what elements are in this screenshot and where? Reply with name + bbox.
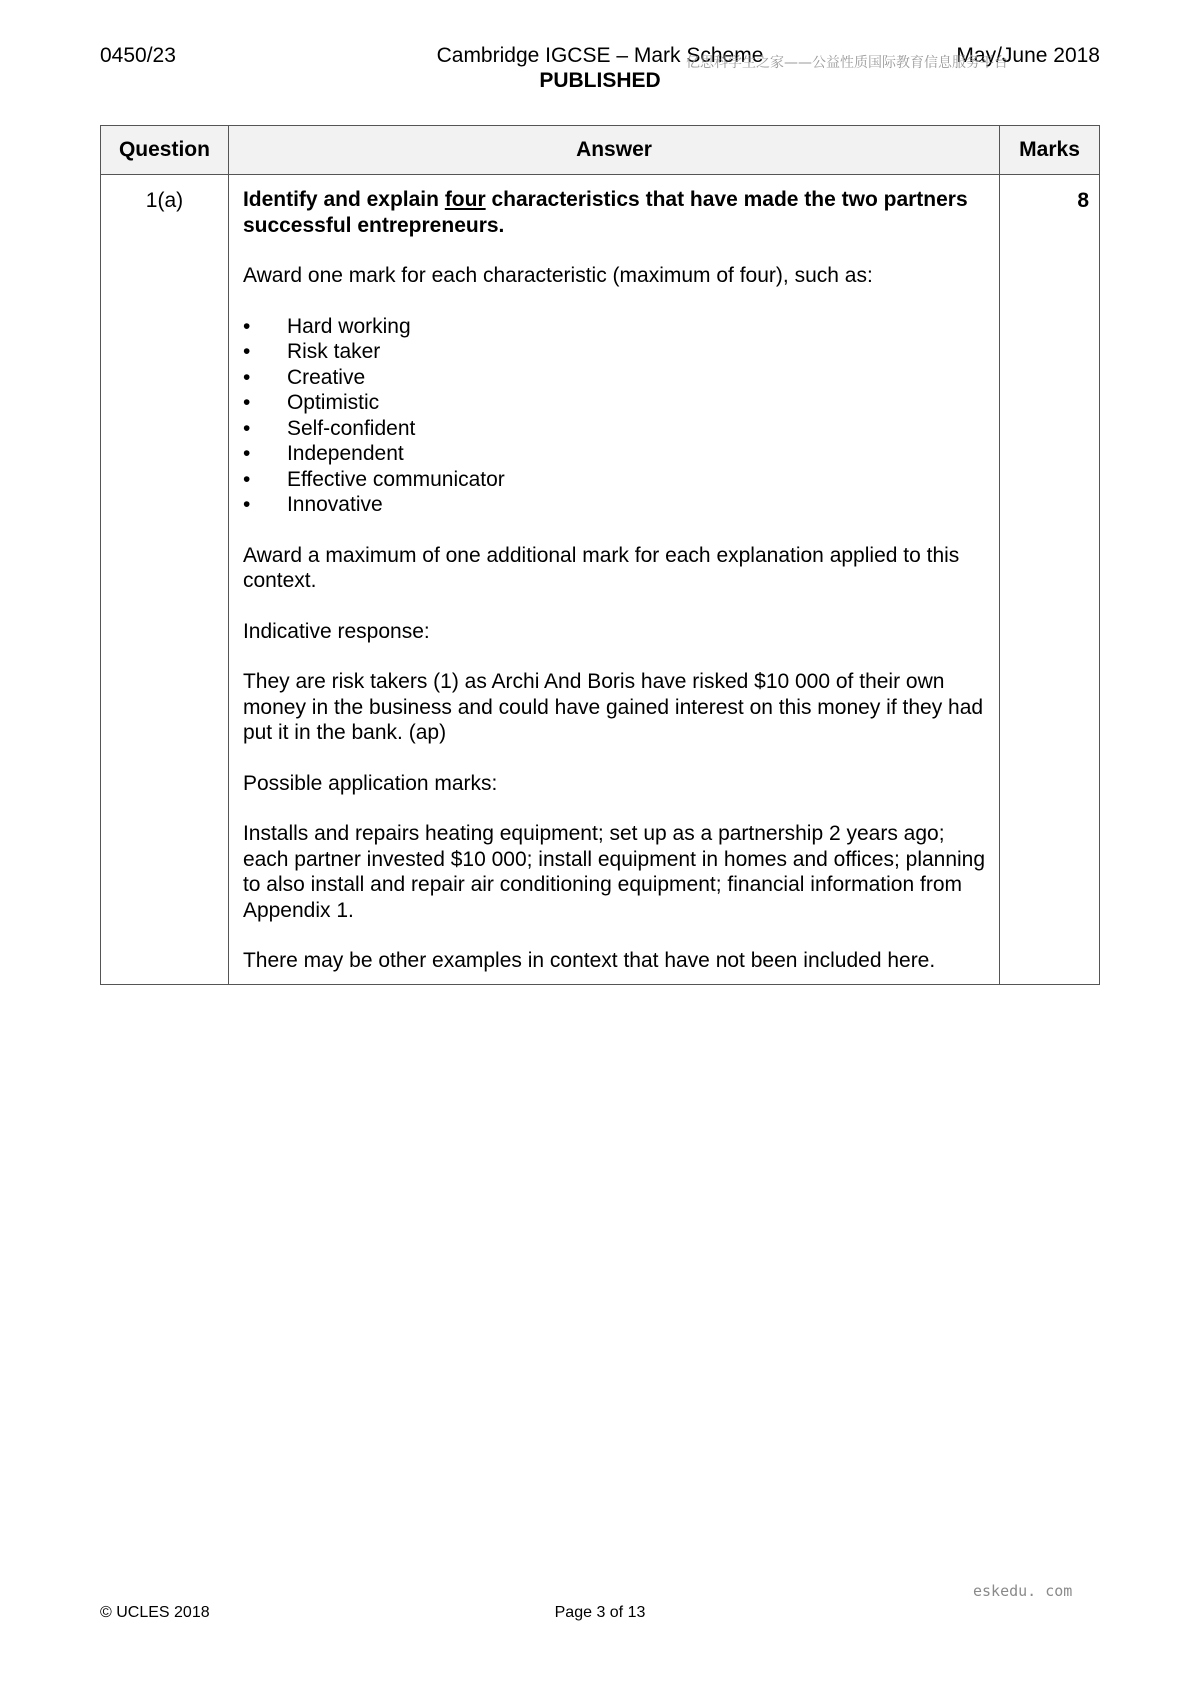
list-item: • Innovative [242,493,383,516]
page-number: Page 3 of 13 [554,1604,646,1621]
list-item: • Effective communicator [242,467,505,491]
other-examples-note: There may be other examples in context that have not been included here. [242,949,936,972]
answer-cell [228,175,999,985]
bullet-icon: • [242,442,251,465]
copyright-notice: © UCLES 2018 [100,1604,210,1621]
prompt-emphasis: four [444,188,486,211]
question-number: 1(a) [101,175,229,985]
question-column-header: Question [101,126,229,175]
indicative-response-heading: Indicative response: [242,619,430,643]
application-marks-text: Installs and repairs heating equipment; set up as a partnership 2 years ago; each partner invested $10 000; install equipment in homes and offices; planning to also install and repair air conditioning equipment; financial information from Appendix 1. [242,822,986,922]
bullet-icon: • [242,467,251,491]
paper-code: 0450/23 [100,44,176,67]
published-label: PUBLISHED [539,69,661,92]
table-header-row [101,126,1100,175]
document-title: Cambridge IGCSE – Mark Scheme [436,44,764,67]
site-watermark: eskedu. com [973,1582,1073,1600]
bullet-icon: • [242,493,251,516]
indicative-response-text: They are risk takers (1) as Archi And Boris have risked $10 000 of their own money in the business and could have gained interest on this money if they had put it in the bank. (ap) [242,670,984,744]
table-row [101,175,1100,985]
list-item: • Independent [242,442,404,465]
bullet-icon: • [242,416,251,440]
bullet-icon: • [242,365,251,389]
prompt-text-end: characteristics that have made the two partners successful entrepreneurs. [242,188,968,237]
mark-scheme-table [100,125,1100,985]
bullet-icon: • [242,391,251,414]
prompt-text-start: Identify and explain [242,188,445,211]
characteristics-list [243,314,987,518]
exam-session: May/June 2018 [956,44,1100,67]
award-instruction: Award one mark for each characteristic (maximum of four), such as: [242,264,873,287]
watermark-text: 亿思科学生之家——公益性质国际教育信息服务平台 [686,55,1008,71]
list-item: • Creative [242,365,366,389]
bullet-icon: • [242,340,251,363]
list-item: • Optimistic [242,391,380,414]
bullet-icon: • [242,314,251,338]
list-item: • Self-confident [242,416,416,440]
question-prompt [243,187,987,238]
list-item: • Risk taker [242,340,381,363]
list-item: • Hard working [242,314,411,338]
marks-value: 8 [1000,175,1100,985]
marks-column-header: Marks [1000,126,1100,175]
answer-column-header: Answer [228,126,999,175]
application-marks-heading: Possible application marks: [242,771,498,795]
additional-mark-instruction: Award a maximum of one additional mark for each explanation applied to this context. [242,543,960,592]
